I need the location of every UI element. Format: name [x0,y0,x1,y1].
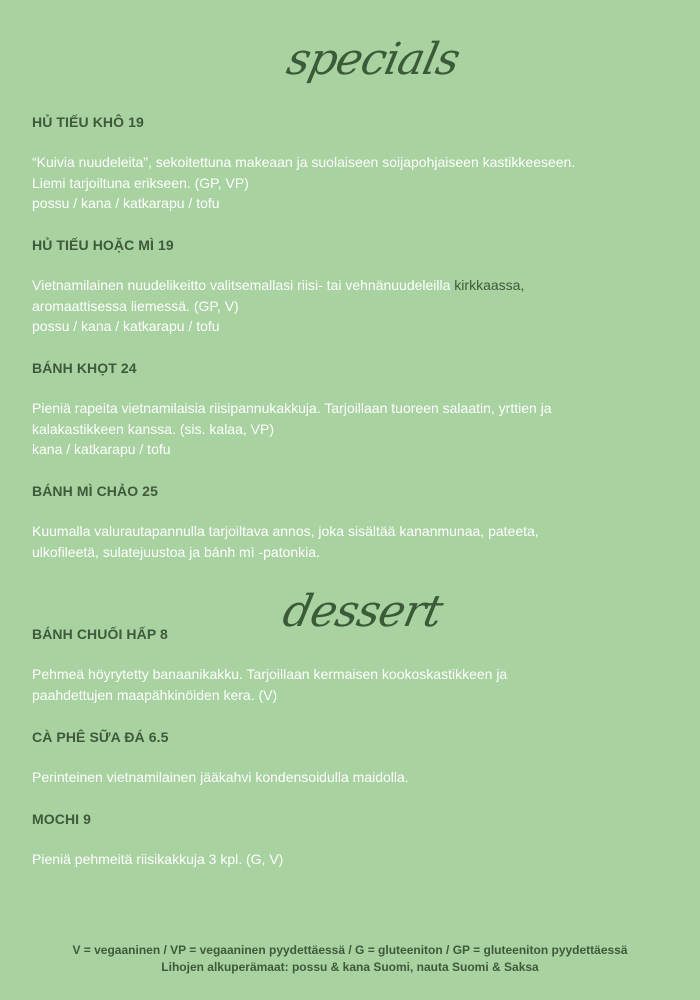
description-line: paahdettujen maapähkinöiden kera. (V) [32,686,278,703]
menu-item-title: HỦ TIẾU HOẶC MÌ 19 [32,237,174,253]
menu-item-description [32,152,672,214]
description-highlight: kirkkaassa, [450,277,525,293]
menu-footer [0,942,700,976]
meat-origin-note: Lihojen alkuperämaat: possu & kana Suomi, nauta Suomi & Saksa [161,960,539,974]
menu-item-hu-tieu-kho [32,114,672,214]
menu-item-description [32,767,672,788]
description-line: Liemi tarjoiltuna erikseen. (GP, VP) [32,174,249,191]
description-line [32,275,672,296]
description-line: Kuumalla valurautapannulla tarjoiltava annos, joka sisältää kananmunaa, pateeta, [32,523,539,539]
description-line: kalakastikkeen kanssa. (sis. kalaa, VP) [32,420,274,437]
protein-options: possu / kana / katkarapu / tofu [32,318,220,334]
description-line: Pehmeä höyrytetty banaanikakku. Tarjoillaan kermaisen kookoskastikkeen ja [32,666,508,682]
menu-item-description [32,521,672,562]
menu-item-title: BÁNH KHỌT 24 [32,360,137,376]
description-line: ulkofileetä, sulatejuustoa ja bánh mì -patonkia. [32,543,320,560]
menu-item-description [32,849,672,870]
menu-item-banh-khot [32,360,672,460]
description-text: Vietnamilainen nuudelikeitto valitsemallasi riisi- tai vehnänuudeleilla [32,277,451,293]
menu-item-title: MOCHI 9 [32,811,92,827]
menu-item-banh-mi-chao [32,483,672,562]
menu-item-hu-tieu-hoac-mi [32,237,672,337]
menu-item-title: BÁNH CHUỐI HẤP 8 [32,626,168,642]
menu-item-mochi [32,811,672,870]
dessert-heading: dessert [278,586,447,637]
menu-item-description [32,398,672,460]
menu-item-title: BÁNH MÌ CHẢO 25 [32,483,158,499]
description-line: aromaattisessa liemessä. (GP, V) [32,297,239,314]
menu-item-title: HỦ TIẾU KHÔ 19 [32,114,144,130]
menu-item-description [32,275,672,337]
menu-item-title: CÀ PHÊ SỮA ĐÁ 6.5 [32,729,169,745]
protein-options: kana / katkarapu / tofu [32,441,171,457]
menu-item-banh-chuoi-hap [32,626,672,705]
description-line: “Kuivia nuudeleita”, sekoitettuna makeaan ja suolaiseen soijapohjaiseen kastikkeeseen. [32,154,576,170]
specials-heading: specials [282,34,464,85]
menu-item-description [32,664,672,705]
description-line: Perinteinen vietnamilainen jääkahvi kondensoidulla maidolla. [32,769,409,785]
menu-item-ca-phe-sua-da [32,729,672,788]
description-line: Pieniä pehmeitä riisikakkuja 3 kpl. (G, V) [32,851,284,867]
diet-legend: V = vegaaninen / VP = vegaaninen pyydettäessä / G = gluteeniton / GP = gluteeniton pyydettäessä [72,943,628,957]
description-line: Pieniä rapeita vietnamilaisia riisipannukakkuja. Tarjoillaan tuoreen salaatin, yrttien ja [32,400,552,416]
protein-options: possu / kana / katkarapu / tofu [32,195,220,211]
